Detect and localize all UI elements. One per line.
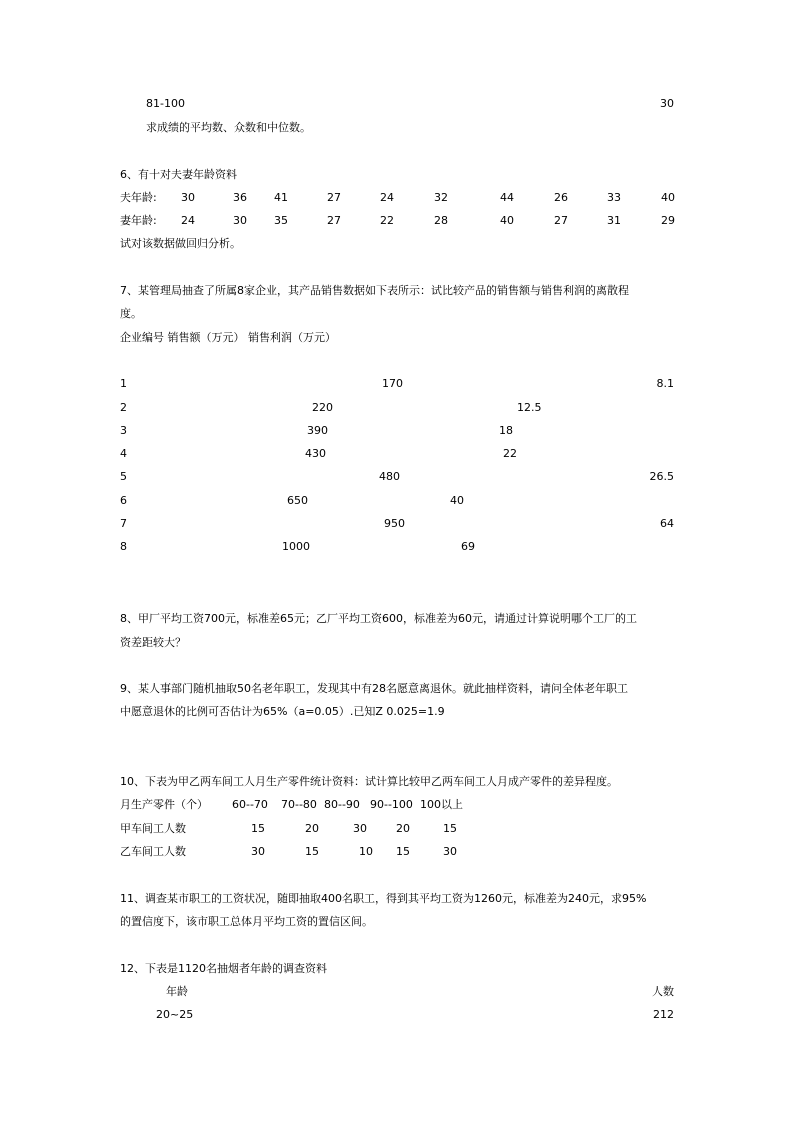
q10-title: 10、下表为甲乙两车间工人月生产零件统计资料：试计算比较甲乙两车间工人月成产零件的差异程度。 [120, 775, 618, 788]
q7-sales-2: 220 [312, 401, 333, 414]
q6-wife-9: 31 [607, 214, 621, 227]
q5-question: 求成绩的平均数、众数和中位数。 [146, 121, 311, 134]
q7-sales-1: 170 [382, 377, 403, 390]
q6-wife-8: 27 [554, 214, 568, 227]
q7-sales-3: 390 [307, 424, 328, 437]
q7-id-8: 8 [120, 540, 127, 553]
q10-group-5: 100以上 [420, 798, 463, 811]
q6-husband-6: 32 [434, 191, 448, 204]
q7-sales-8: 1000 [282, 540, 310, 553]
q10-group-4: 90--100 [370, 798, 413, 811]
q7-profit-5: 26.5 [649, 470, 674, 483]
q6-wife-5: 22 [380, 214, 394, 227]
q10-b-2: 15 [305, 845, 319, 858]
q6-husband-3: 41 [274, 191, 288, 204]
q7-profit-2: 12.5 [517, 401, 542, 414]
q7-profit-3: 18 [499, 424, 513, 437]
q6-husband-8: 26 [554, 191, 568, 204]
q10-a-3: 30 [353, 822, 367, 835]
q9-text-line2: 中愿意退休的比例可否估计为65%（a=0.05）.已知Z 0.025=1.9 [120, 705, 445, 718]
q10-a-label: 甲车间工人数 [120, 822, 186, 835]
q6-husband-1: 30 [181, 191, 195, 204]
q10-header-label: 月生产零件（个） [120, 798, 208, 811]
q10-a-1: 15 [251, 822, 265, 835]
q6-wife-1: 24 [181, 214, 195, 227]
q6-title: 6、有十对夫妻年龄资料 [120, 168, 237, 181]
q12-col-age: 年龄 [166, 985, 188, 998]
q7-text-line1: 7、某管理局抽查了所属8家企业，其产品销售数据如下表所示：试比较产品的销售额与销售利润的离散程 [120, 284, 629, 297]
q6-husband-2: 36 [233, 191, 247, 204]
q7-table-header: 企业编号 销售额（万元） 销售利润（万元） [120, 331, 336, 344]
q6-wife-10: 29 [661, 214, 675, 227]
q7-id-5: 5 [120, 470, 127, 483]
q7-id-1: 1 [120, 377, 127, 390]
q10-b-1: 30 [251, 845, 265, 858]
q12-title: 12、下表是1120名抽烟者年龄的调查资料 [120, 962, 327, 975]
q12-row1-age: 20~25 [156, 1008, 194, 1021]
q10-b-5: 30 [443, 845, 457, 858]
q7-id-2: 2 [120, 401, 127, 414]
q10-group-3: 80--90 [324, 798, 360, 811]
q10-b-4: 15 [396, 845, 410, 858]
q10-group-2: 70--80 [281, 798, 317, 811]
q6-wife-label: 妻年龄: [120, 214, 157, 227]
q7-profit-1: 8.1 [656, 377, 674, 390]
q10-a-4: 20 [396, 822, 410, 835]
q5-range-cell: 81-100 [146, 97, 185, 110]
q6-question: 试对该数据做回归分析。 [120, 237, 241, 250]
q11-text-line2: 的置信度下，该市职工总体月平均工资的置信区间。 [120, 915, 373, 928]
q6-husband-9: 33 [607, 191, 621, 204]
q11-text-line1: 11、调查某市职工的工资状况，随即抽取400名职工，得到其平均工资为1260元，标准差为240元，求95% [120, 892, 647, 905]
q7-profit-6: 40 [450, 494, 464, 507]
q9-text-line1: 9、某人事部门随机抽取50名老年职工，发现其中有28名愿意离退休。就此抽样资料，请问全体老年职工 [120, 682, 628, 695]
q7-id-3: 3 [120, 424, 127, 437]
q5-count-cell: 30 [660, 97, 674, 110]
q10-a-5: 15 [443, 822, 457, 835]
q12-col-count: 人数 [652, 985, 674, 998]
q7-id-7: 7 [120, 517, 127, 530]
q10-b-3: 10 [359, 845, 373, 858]
q6-husband-4: 27 [327, 191, 341, 204]
q6-wife-7: 40 [500, 214, 514, 227]
q7-text-line2: 度。 [120, 307, 142, 320]
q6-wife-6: 28 [434, 214, 448, 227]
q7-profit-8: 69 [461, 540, 475, 553]
q6-wife-2: 30 [233, 214, 247, 227]
q6-husband-label: 夫年龄: [120, 191, 157, 204]
q8-text-line1: 8、甲厂平均工资700元，标准差65元；乙厂平均工资600，标准差为60元，请通过计算说明哪个工厂的工 [120, 612, 637, 625]
q7-id-6: 6 [120, 494, 127, 507]
q6-husband-10: 40 [661, 191, 675, 204]
q10-a-2: 20 [305, 822, 319, 835]
q7-sales-7: 950 [384, 517, 405, 530]
q7-sales-6: 650 [287, 494, 308, 507]
q6-wife-3: 35 [274, 214, 288, 227]
q6-wife-4: 27 [327, 214, 341, 227]
q6-husband-7: 44 [500, 191, 514, 204]
q6-husband-5: 24 [380, 191, 394, 204]
q12-row1-count: 212 [653, 1008, 674, 1021]
q7-profit-7: 64 [660, 517, 674, 530]
q7-sales-5: 480 [379, 470, 400, 483]
q8-text-line2: 资差距较大？ [120, 636, 186, 649]
q7-sales-4: 430 [305, 447, 326, 460]
q7-id-4: 4 [120, 447, 127, 460]
q7-profit-4: 22 [503, 447, 517, 460]
q10-b-label: 乙车间工人数 [120, 845, 186, 858]
q10-group-1: 60--70 [232, 798, 268, 811]
